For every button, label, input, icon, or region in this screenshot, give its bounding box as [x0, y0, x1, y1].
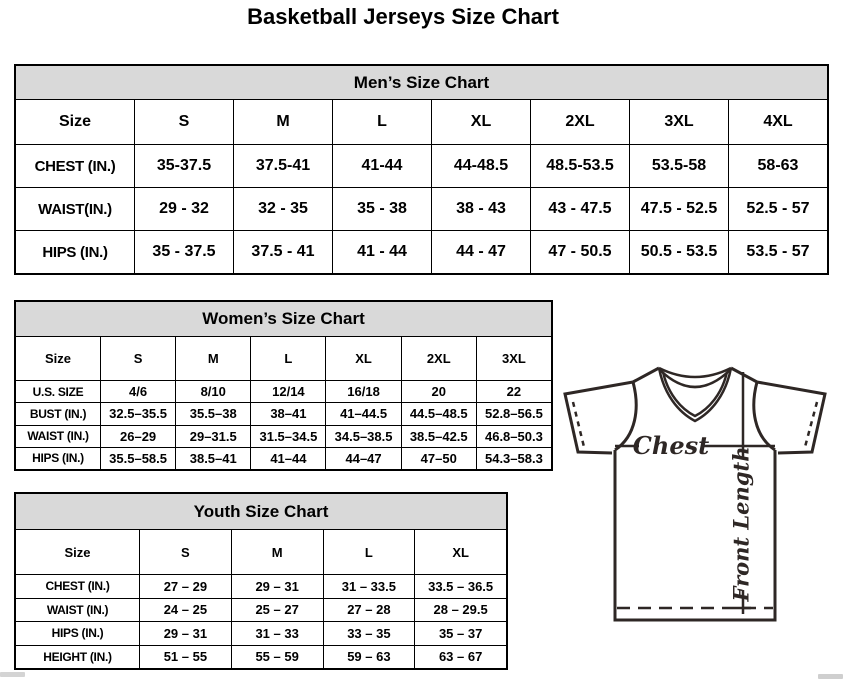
table-row	[16, 425, 551, 447]
column-header: 3XL	[476, 337, 551, 380]
size-value: 52.8–56.5	[476, 403, 551, 424]
size-value: 59 – 63	[323, 646, 415, 669]
column-header: M	[231, 530, 323, 574]
size-value: 35 – 37	[414, 622, 506, 645]
size-value: 35.5–38	[175, 403, 250, 424]
size-value: 31 – 33.5	[323, 575, 415, 598]
size-value: 28 – 29.5	[414, 599, 506, 622]
row-label: WAIST (IN.)	[46, 602, 109, 617]
column-header: L	[332, 100, 431, 144]
size-value: 34.5–38.5	[325, 426, 400, 447]
column-header: L	[250, 337, 325, 380]
column-header: XL	[414, 530, 506, 574]
chest-label: Chest	[632, 431, 710, 460]
size-value: 53.5-58	[629, 145, 728, 187]
size-value: 53.5 - 57	[728, 231, 827, 273]
size-value: 55 – 59	[231, 646, 323, 669]
size-value: 38–41	[250, 403, 325, 424]
table-row	[16, 574, 506, 598]
size-value: 26–29	[100, 426, 175, 447]
page-title: Basketball Jerseys Size Chart	[247, 4, 559, 29]
column-header: S	[100, 337, 175, 380]
row-label: WAIST (IN.)	[27, 429, 89, 444]
size-value: 41 - 44	[332, 231, 431, 273]
size-value: 38.5–41	[175, 448, 250, 469]
table-row	[16, 187, 827, 230]
column-header: Size	[44, 351, 71, 366]
size-value: 54.3–58.3	[476, 448, 551, 469]
size-value: 48.5-53.5	[530, 145, 629, 187]
size-value: 47–50	[401, 448, 476, 469]
scrollbar-fragment-right[interactable]	[818, 674, 843, 679]
front-length-label: Front Length	[728, 446, 754, 602]
womens-table-title: Women’s Size Chart	[16, 302, 551, 337]
table-header-row	[16, 337, 551, 380]
size-value: 38 - 43	[431, 188, 530, 230]
size-value: 41-44	[332, 145, 431, 187]
size-value: 35.5–58.5	[100, 448, 175, 469]
table-row	[16, 144, 827, 187]
size-value: 4/6	[100, 381, 175, 402]
row-label: U.S. SIZE	[32, 384, 84, 399]
size-value: 51 – 55	[139, 646, 231, 669]
column-header: XL	[325, 337, 400, 380]
size-value: 24 – 25	[139, 599, 231, 622]
table-row	[16, 380, 551, 402]
size-value: 44–47	[325, 448, 400, 469]
jersey-diagram	[560, 362, 838, 630]
size-value: 44 - 47	[431, 231, 530, 273]
size-value: 35 - 38	[332, 188, 431, 230]
row-label: HIPS (IN.)	[51, 626, 104, 641]
size-value: 63 – 67	[414, 646, 506, 669]
table-row	[16, 447, 551, 469]
size-value: 25 – 27	[231, 599, 323, 622]
size-value: 37.5-41	[233, 145, 332, 187]
size-value: 50.5 - 53.5	[629, 231, 728, 273]
youth-table-title: Youth Size Chart	[16, 494, 506, 530]
size-value: 38.5–42.5	[401, 426, 476, 447]
table-row	[16, 230, 827, 273]
jersey-shoulders	[633, 368, 757, 382]
table-row	[16, 621, 506, 645]
column-header: 4XL	[728, 100, 827, 144]
size-value: 37.5 - 41	[233, 231, 332, 273]
column-header: S	[139, 530, 231, 574]
size-value: 31 – 33	[231, 622, 323, 645]
youth-size-chart-table	[14, 492, 508, 670]
size-value: 47.5 - 52.5	[629, 188, 728, 230]
size-value: 29 – 31	[139, 622, 231, 645]
table-row	[16, 645, 506, 669]
size-value: 33.5 – 36.5	[414, 575, 506, 598]
jersey-outline-icon	[560, 362, 838, 630]
row-label: CHEST (IN.)	[34, 157, 116, 175]
column-header: 2XL	[530, 100, 629, 144]
size-value: 43 - 47.5	[530, 188, 629, 230]
column-header: Size	[58, 113, 91, 130]
size-value: 41–44.5	[325, 403, 400, 424]
size-value: 35 - 37.5	[134, 231, 233, 273]
size-value: 8/10	[175, 381, 250, 402]
size-value: 27 – 29	[139, 575, 231, 598]
size-value: 27 – 28	[323, 599, 415, 622]
size-value: 29 – 31	[231, 575, 323, 598]
column-header: M	[175, 337, 250, 380]
size-value: 58-63	[728, 145, 827, 187]
size-value: 46.8–50.3	[476, 426, 551, 447]
size-value: 44.5–48.5	[401, 403, 476, 424]
column-header: M	[233, 100, 332, 144]
size-value: 47 - 50.5	[530, 231, 629, 273]
column-header: 3XL	[629, 100, 728, 144]
row-label: BUST (IN.)	[29, 406, 87, 421]
column-header: Size	[64, 544, 91, 560]
row-label: HIPS (IN.)	[32, 451, 84, 466]
row-label: WAIST(IN.)	[38, 200, 112, 218]
size-value: 29 - 32	[134, 188, 233, 230]
mens-table-title: Men’s Size Chart	[16, 66, 827, 100]
column-header: S	[134, 100, 233, 144]
table-header-row	[16, 530, 506, 574]
table-row	[16, 402, 551, 424]
row-label: HEIGHT (IN.)	[43, 649, 112, 664]
size-value: 16/18	[325, 381, 400, 402]
row-label: HIPS (IN.)	[42, 243, 108, 261]
row-label: CHEST (IN.)	[45, 579, 110, 594]
size-value: 32 - 35	[233, 188, 332, 230]
mens-size-chart-table	[14, 64, 829, 275]
column-header: L	[323, 530, 415, 574]
womens-size-chart-table	[14, 300, 553, 471]
table-row	[16, 598, 506, 622]
size-value: 44-48.5	[431, 145, 530, 187]
size-value: 33 – 35	[323, 622, 415, 645]
column-header: XL	[431, 100, 530, 144]
size-value: 41–44	[250, 448, 325, 469]
size-value: 35-37.5	[134, 145, 233, 187]
size-value: 32.5–35.5	[100, 403, 175, 424]
size-value: 29–31.5	[175, 426, 250, 447]
table-header-row	[16, 100, 827, 144]
size-value: 31.5–34.5	[250, 426, 325, 447]
size-value: 22	[476, 381, 551, 402]
size-value: 20	[401, 381, 476, 402]
column-header: 2XL	[401, 337, 476, 380]
scrollbar-fragment-left[interactable]	[0, 672, 25, 677]
collar-arc-outer	[659, 368, 731, 377]
size-value: 52.5 - 57	[728, 188, 827, 230]
size-value: 12/14	[250, 381, 325, 402]
